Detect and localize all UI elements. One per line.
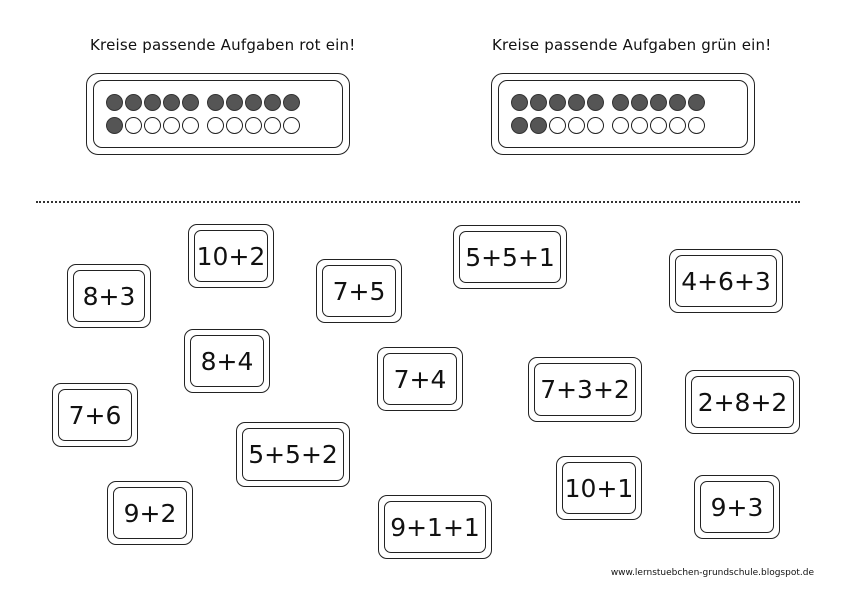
bead-filled	[106, 94, 123, 111]
bead-empty	[612, 117, 629, 134]
bead-filled	[568, 94, 585, 111]
task-card[interactable]	[453, 225, 567, 289]
bead-filled	[549, 94, 566, 111]
task-card[interactable]	[556, 456, 642, 520]
bead-empty	[568, 117, 585, 134]
task-label: 8+4	[190, 335, 264, 387]
rack-row-bottom	[511, 117, 705, 134]
bead-filled	[530, 94, 547, 111]
task-label: 7+3+2	[534, 363, 636, 416]
bead-filled	[207, 94, 224, 111]
task-label: 7+6	[58, 389, 132, 441]
bead-empty	[163, 117, 180, 134]
bead-filled	[245, 94, 262, 111]
rack-row-bottom	[106, 117, 300, 134]
bead-rack-right	[491, 73, 755, 155]
bead-filled	[669, 94, 686, 111]
bead-empty	[245, 117, 262, 134]
bead-filled	[631, 94, 648, 111]
bead-filled	[226, 94, 243, 111]
task-card[interactable]	[184, 329, 270, 393]
bead-filled	[612, 94, 629, 111]
bead-filled	[511, 117, 528, 134]
task-label: 5+5+2	[242, 428, 344, 481]
task-card[interactable]	[528, 357, 642, 422]
task-label: 9+2	[113, 487, 187, 539]
task-label: 8+3	[73, 270, 145, 322]
task-card[interactable]	[377, 347, 463, 411]
bead-empty	[125, 117, 142, 134]
bead-empty	[587, 117, 604, 134]
bead-filled	[163, 94, 180, 111]
instruction-red: Kreise passende Aufgaben rot ein!	[90, 36, 356, 54]
task-label: 10+2	[194, 230, 268, 282]
task-card[interactable]	[378, 495, 492, 559]
bead-filled	[144, 94, 161, 111]
task-label: 2+8+2	[691, 376, 794, 428]
task-label: 10+1	[562, 462, 636, 514]
bead-filled	[688, 94, 705, 111]
bead-empty	[226, 117, 243, 134]
task-label: 5+5+1	[459, 231, 561, 283]
rack-row-top	[106, 94, 300, 111]
bead-filled	[587, 94, 604, 111]
bead-filled	[283, 94, 300, 111]
bead-filled	[511, 94, 528, 111]
task-card[interactable]	[107, 481, 193, 545]
bead-empty	[669, 117, 686, 134]
task-card[interactable]	[669, 249, 783, 313]
bead-empty	[688, 117, 705, 134]
bead-filled	[182, 94, 199, 111]
bead-empty	[631, 117, 648, 134]
bead-filled	[650, 94, 667, 111]
task-card[interactable]	[52, 383, 138, 447]
task-card[interactable]	[188, 224, 274, 288]
rack-row-top	[511, 94, 705, 111]
task-label: 7+5	[322, 265, 396, 317]
task-card[interactable]	[316, 259, 402, 323]
bead-empty	[182, 117, 199, 134]
bead-empty	[283, 117, 300, 134]
dotted-divider	[36, 201, 800, 203]
bead-empty	[207, 117, 224, 134]
bead-filled	[530, 117, 547, 134]
bead-empty	[144, 117, 161, 134]
task-card[interactable]	[685, 370, 800, 434]
task-label: 7+4	[383, 353, 457, 405]
bead-empty	[549, 117, 566, 134]
bead-empty	[650, 117, 667, 134]
task-card[interactable]	[67, 264, 151, 328]
bead-empty	[264, 117, 281, 134]
task-label: 9+1+1	[384, 501, 486, 553]
bead-filled	[106, 117, 123, 134]
bead-filled	[125, 94, 142, 111]
footer-url: www.lernstuebchen-grundschule.blogspot.de	[610, 568, 814, 578]
bead-rack-left	[86, 73, 350, 155]
task-label: 9+3	[700, 481, 774, 533]
instruction-green: Kreise passende Aufgaben grün ein!	[492, 36, 772, 54]
task-card[interactable]	[694, 475, 780, 539]
task-card[interactable]	[236, 422, 350, 487]
bead-filled	[264, 94, 281, 111]
task-label: 4+6+3	[675, 255, 777, 307]
